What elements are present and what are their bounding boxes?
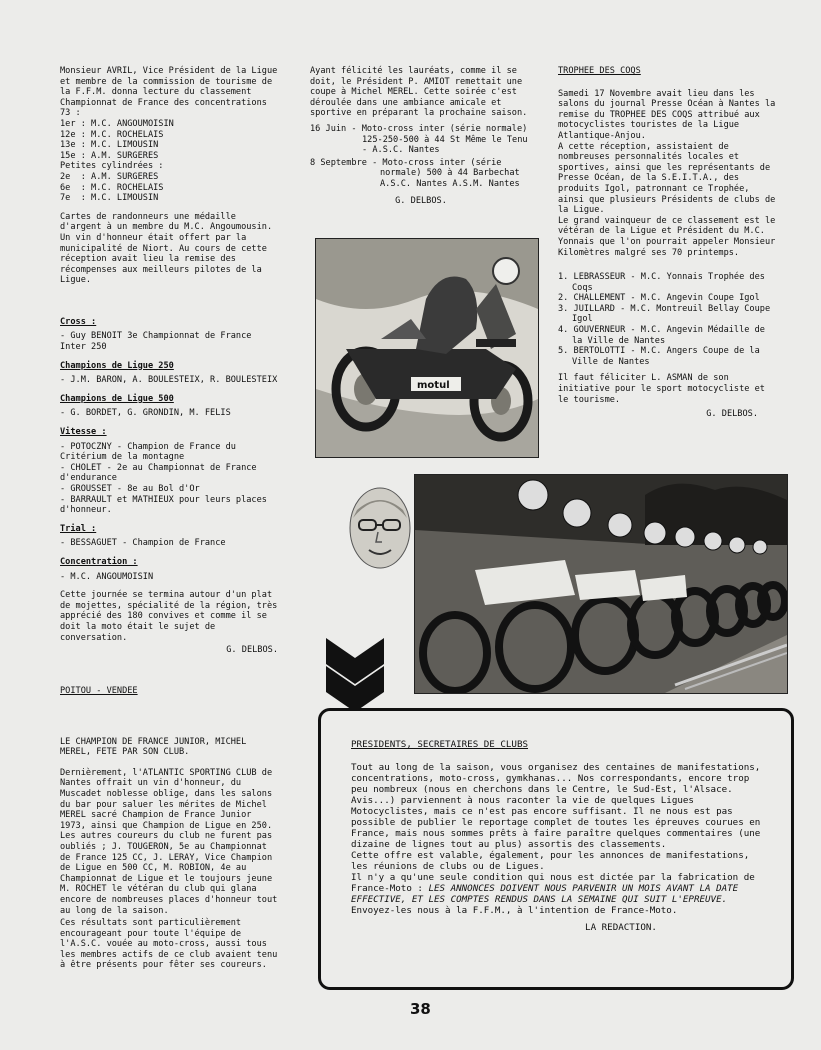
portrait-photo (345, 480, 415, 575)
notice-paragraph-3 (351, 872, 771, 905)
list-item: 1er : M.C. ANGOUMOISIN (60, 118, 174, 129)
notice-condition: Il n'y a qu'une seule condition qui nous est dictée par la fabrication de France-Moto : (351, 872, 755, 894)
section-item: - POTOCZNY - Champion de France du Critérium de la montagne (60, 441, 236, 463)
notice-paragraph-4: Envoyez-les nous à la F.F.M., à l'intention de France-Moto. (351, 905, 678, 916)
column-middle (310, 66, 532, 206)
trophy-paragraph-2: A cette réception, assistaient de nombreuses personnalités locales et sportives, ainsi que les représentants de Presse Océan, de la S.E.I.T.A., des produits Igol, patronnant ce Trophée, ainsi que plusieurs Présidents de clubs de la Ligue. (558, 141, 776, 216)
section-item: - BESSAGUET - Champion de France (60, 538, 226, 549)
column-left-lower (60, 686, 278, 976)
column-right (558, 66, 780, 420)
section-item: - GROUSSET - 8e au Bol d'Or (60, 484, 200, 494)
notice-title: PRESIDENTS, SECRETAIRES DE CLUBS (351, 739, 529, 750)
notice-paragraph-1: Tout au long de la saison, vous organisez des centaines de manifestations, concentrations, moto-cross, gymkhanas... Nos correspondants, encore trop peu nombreux (nous en cherchons dans le Centre, le Sud-Est, l'Alsace. Avis...) parviennent à nous raconter la vie de quelques Ligues Motocyclistes, mais ce n'est pas encore suffisant. Il ne nous est pas possible de publier le reportage complet de toutes les épreuves courues en France, mais nous sommes prêts à faire paraître quelques commentaires (une dizaine de lignes tout au plus) assortis des classements. (351, 762, 761, 850)
portrait-illustration (345, 480, 415, 575)
region-heading: POITOU - VENDEE (60, 686, 138, 696)
ranking-item: 1. LEBRASSEUR - M.C. Yonnais Trophée des Coqs (558, 272, 765, 293)
ranking-item: 5. BERTOLOTTI - M.C. Angers Coupe de la Ville de Nantes (558, 346, 760, 367)
ranking-item: 2. CHALLEMENT - M.C. Angevin Coupe Igol (558, 293, 760, 304)
section-item: - J.M. BARON, A. BOULESTEIX, R. BOULESTEIX (60, 375, 278, 386)
notice-deadline: LES ANNONCES DOIVENT NOUS PARVENIR UN MOIS AVANT LA DATE EFFECTIVE, ET LES COMPTES RENDUS DANS LA SEMAINE QUI SUIT L'EPREUVE. (351, 883, 739, 905)
section-item: - M.C. ANGOUMOISIN (60, 571, 154, 582)
list-item: 7e : M.C. LIMOUSIN (60, 193, 159, 204)
chevron-down-icon (324, 636, 386, 714)
section-title-vitesse: Vitesse : (60, 427, 107, 438)
page-number: 38 (410, 1000, 431, 1018)
sidecar-photo (315, 238, 539, 458)
ranking-item: 4. GOUVERNEUR - M.C. Angevin Médaille de la Ville de Nantes (558, 325, 765, 346)
event-item: 16 Juin - Moto-cross inter (série normale) 125-250-500 à 44 St Même le Tenu - A.S.C. Nantes (310, 123, 528, 156)
section-title-concentration: Concentration : (60, 556, 138, 567)
motul-logo: motul (417, 380, 450, 391)
motocross-illustration (415, 475, 787, 693)
concentration-list (60, 119, 278, 204)
notice-paragraph-2: Cette offre est valable, également, pour les annonces de manifestations, les réunions de clubs ou de Ligues. (351, 850, 750, 872)
notice-content (351, 739, 771, 933)
signature: G. DELBOS. (706, 409, 758, 420)
ranking-item: 3. JUILLARD - M.C. Montreuil Bellay Coupe Igol (558, 303, 771, 325)
event-item: 8 Septembre - Moto-cross inter (série normale) 500 à 44 Barbechat A.S.C. Nantes A.S.M. Nantes (310, 157, 520, 189)
trophy-paragraph-4: Il faut féliciter L. ASMAN de son initiative pour le sport motocycliste et le tourisme. (558, 373, 765, 405)
sidecar-illustration (316, 239, 538, 457)
trophy-paragraph-3: Le grand vainqueur de ce classement est le vétéran de la Ligue et Président du M.C. Yonnais que l'on pourrait appeler Monsieur Kilomètres malgré ses 70 printemps. (558, 215, 776, 258)
section-title-ligue-500: Champions de Ligue 500 (60, 393, 174, 404)
article-title: LE CHAMPION DE FRANCE JUNIOR, MICHEL MEREL, FETE PAR SON CLUB. (60, 736, 247, 758)
signature: G. DELBOS. (395, 195, 447, 206)
notice-box (318, 708, 794, 990)
motocross-start-photo (414, 474, 788, 694)
signature: G. DELBOS. (226, 645, 278, 656)
small-heading: Petites cylindrées : (60, 161, 164, 172)
section-item: - BARRAULT et MATHIEUX pour leurs places d'honneur. (60, 494, 267, 516)
awards-paragraph: Cartes de randonneurs une médaille d'argent à un membre du M.C. Angoumousin. Un vin d'honneur était offert par la municipalité de Niort. Au cours de cette réception avait lieu la remise des récompenses aux meilleurs pilotes de la Ligue. (60, 211, 273, 286)
section-title-ligue-250: Champions de Ligue 250 (60, 360, 174, 371)
list-item: 13e : M.C. LIMOUSIN (60, 140, 159, 151)
list-item: 6e : M.C. ROCHELAIS (60, 182, 164, 193)
list-item: 15e : A.M. SURGERES (60, 150, 159, 161)
trophy-heading: TROPHEE DES COQS (558, 66, 641, 76)
trophy-paragraph-1: Samedi 17 Novembre avait lieu dans les salons du journal Presse Océan à Nantes la remise du TROPHEE DES COQS attribué aux motocyclistes touristes de la Ligue Atlantique-Anjou. (558, 88, 776, 141)
list-item: 12e : M.C. ROCHELAIS (60, 129, 164, 140)
concentration-intro: Monsieur AVRIL, Vice Président de la Ligue et membre de la commission de tourisme de la F.F.M. donna lecture du classement Championnat de France des concentrations 73 : (60, 66, 278, 119)
notice-signature: LA REDACTION. (585, 922, 657, 933)
section-item: - G. BORDET, G. GRONDIN, M. FELIS (60, 408, 231, 419)
merel-paragraph: Ayant félicité les lauréats, comme il se doit, le Président P. AMIOT remettait une coupe à Michel MEREL. Cette soirée c'est déroulée dans une ambiance amicale et sportive en préparant la prochaine saison. (310, 66, 528, 119)
ranking-list (558, 272, 780, 367)
article-paragraph-1: Dernièrement, l'ATLANTIC SPORTING CLUB de Nantes offrait un vin d'honneur, du Muscadet noblesse oblige, dans les salons du bar pour saluer les mérites de Michel MEREL sacré Champion de France Junior 1973, ainsi que Champion de Ligue en 250. Les autres coureurs du club ne furent pas oubliés ; J. TOUGERON, 5e au Championnat de France 125 CC, J. LERAY, Vice Champion de Ligue en 500 CC, M. ROBION, 4e au Championnat de Ligue et le toujours jeune M. ROCHET le vétéran du club qui glana encore de nombreuses places d'honneur tout au long de la saison. (60, 767, 278, 916)
section-title-trial: Trial : (60, 523, 97, 534)
section-title-cross: Cross : (60, 316, 97, 327)
section-item: - CHOLET - 2e au Championnat de France d'endurance (60, 462, 257, 484)
article-paragraph-2: Ces résultats sont particulièrement encourageant pour toute l'équipe de l'A.S.C. vouée au moto-cross, aussi tous les membres actifs de ce club avaient tenu à être présents pour fêter ses coureurs. (60, 918, 278, 971)
section-item: - Guy BENOIT 3e Championnat de France Inter 250 (60, 331, 252, 353)
column-left (60, 66, 278, 656)
closing-paragraph: Cette journée se termina autour d'un plat de mojettes, spécialité de la région, très apprécié des 180 convives et comme il se doit la moto était le sujet de conversation. (60, 590, 278, 643)
list-item: 2e : A.M. SURGERES (60, 171, 159, 182)
